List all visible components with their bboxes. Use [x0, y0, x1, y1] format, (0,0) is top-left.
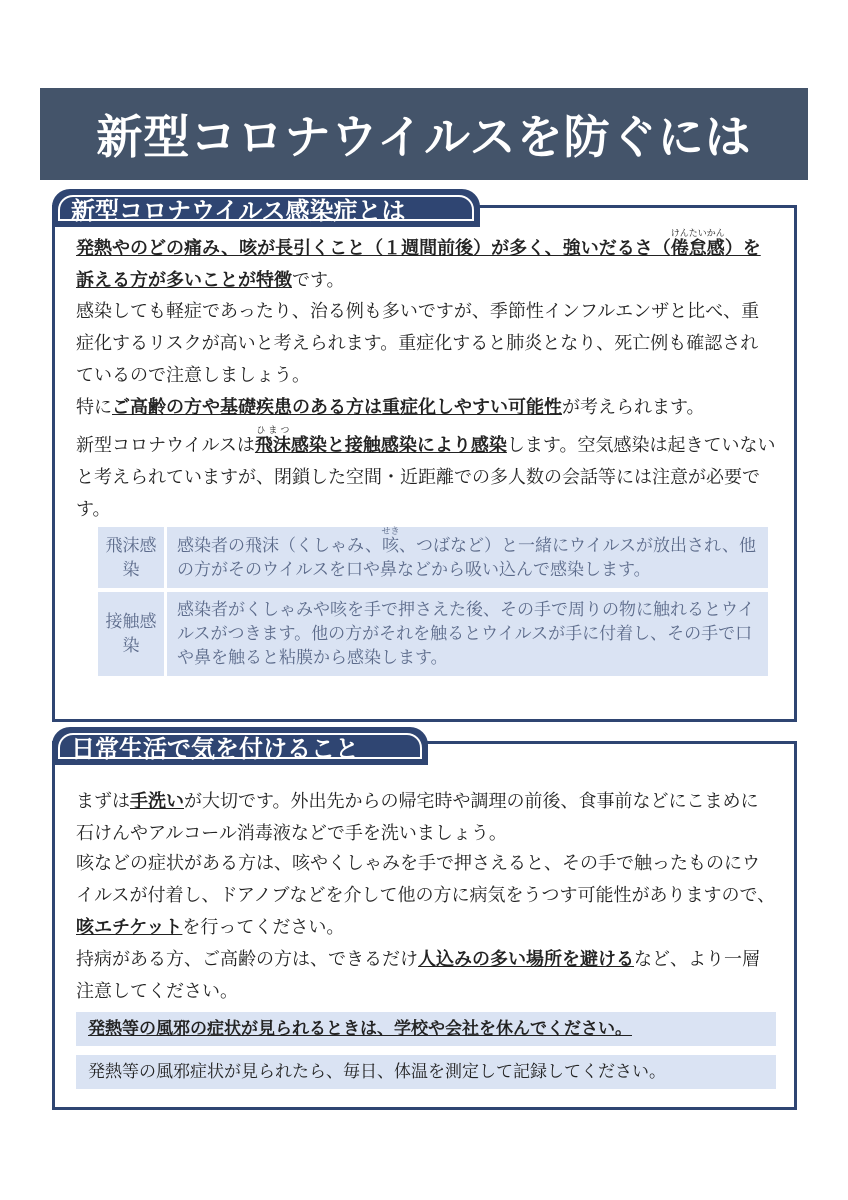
route-label-contact: 接触感染 [98, 592, 167, 676]
section-infection-tab: 新型コロナウイルス感染症とは [52, 189, 480, 227]
route-desc-droplet: 感染者の飛沫（くしゃみ、咳せき、つばなど）と一緒にウイルスが放出され、他の方がそのウイルスを口や鼻などから吸い込んで感染します。 [167, 527, 768, 588]
table-row [98, 527, 768, 588]
transmission-bold-text: 感染と接触感染により感染 [290, 435, 507, 456]
severity-paragraph: 感染しても軽症であったり、治る例も多いですが、季節性インフルエンザと比べ、重症化するリスクが高いと考えられます。重症化すると肺炎となり、死亡例も確認されているので注意しましょう。 [76, 301, 760, 386]
fatigue-ruby: 倦怠感けんたいかん [670, 229, 725, 259]
route-label-droplet: 飛沫感染 [98, 527, 167, 588]
stay-home-notice: 発熱等の風邪の症状が見られるときは、学校や会社を休んでください。 [76, 1012, 776, 1046]
cough-etiquette-bold-text: 咳エチケット [76, 917, 183, 938]
handwashing-bold-text: 手洗い [130, 791, 184, 812]
temperature-notice: 発熱等の風邪症状が見られたら、毎日、体温を測定して記録してください。 [76, 1055, 776, 1089]
page-title: 新型コロナウイルスを防ぐには [40, 88, 808, 180]
cough-etiquette-paragraph: 咳などの症状がある方は、咳やくしゃみを手で押さえると、その手で触ったものにウイルスが付着し、ドアノブなどを介して他の方に病気をうつす可能性がありますので、咳エチケットを行ってください。 [76, 853, 776, 938]
transmission-paragraph: 新型コロナウイルスは飛沫ひまつ感染と接触感染により感染します。空気感染は起きていないと考えられていますが、閉鎖した空間・近距離での多人数の会話等には注意が必要です。 [76, 426, 776, 520]
symptoms-bold-text: 発熱やのどの痛み、咳が長引くこと（１週間前後）が多く、強いだるさ（ [76, 238, 671, 259]
symptoms-paragraph [76, 229, 776, 297]
symptoms-bold-text-2: ）を訴える方が多いことが特徴 [76, 238, 761, 291]
symptoms-tail: です。 [292, 270, 345, 291]
transmission-routes-table [98, 523, 768, 680]
avoid-crowds-paragraph: 持病がある方、ご高齢の方は、できるだけ人込みの多い場所を避けるなど、より一層注意してください。 [76, 949, 760, 1002]
high-risk-paragraph: 特にご高齢の方や基礎疾患のある方は重症化しやすい可能性が考えられます。 [76, 397, 705, 418]
route-desc-contact: 感染者がくしゃみや咳を手で押さえた後、その手で周りの物に触れるとウイルスがつきます。他の方がそれを触るとウイルスが手に付着し、その手で口や鼻を触ると粘膜から感染します。 [167, 592, 768, 676]
table-row [98, 592, 768, 676]
high-risk-bold-text: ご高齢の方や基礎疾患のある方は重症化しやすい可能性 [112, 397, 562, 418]
avoid-crowds-bold-text: 人込みの多い場所を避ける [418, 949, 634, 970]
droplet-ruby: 飛沫ひまつ [254, 426, 291, 456]
handwashing-paragraph: まずは手洗いが大切です。外出先からの帰宅時や調理の前後、食事前などにこまめに石けんやアルコール消毒液などで手を洗いましょう。 [76, 791, 759, 844]
section-daily-life-tab: 日常生活で気を付けること [52, 727, 428, 765]
